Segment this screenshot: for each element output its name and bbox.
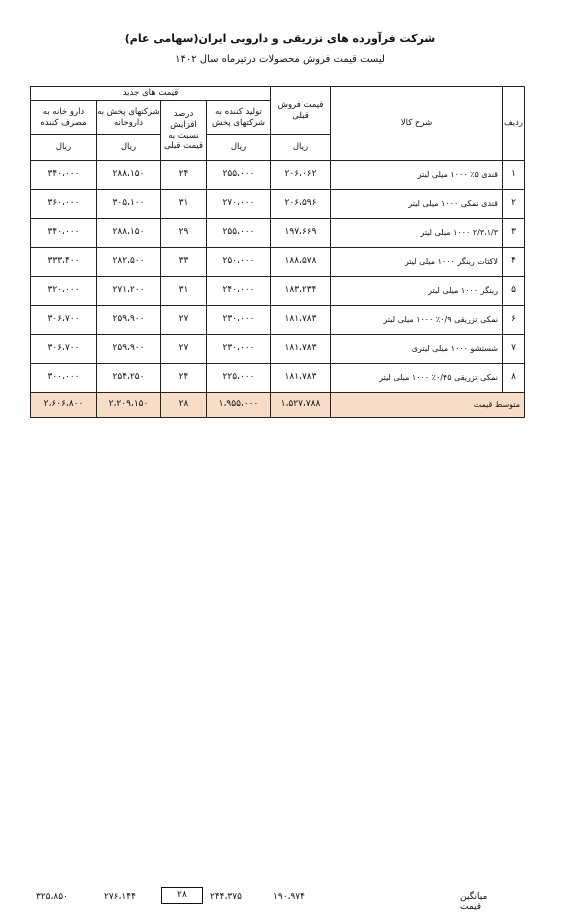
distributor-price: ۲۸۲،۵۰۰ xyxy=(97,248,161,277)
table-row xyxy=(31,190,525,219)
producer-price: ۲۵۵،۰۰۰ xyxy=(207,219,271,248)
table-row xyxy=(31,219,525,248)
percent-increase: ۲۴ xyxy=(161,161,207,190)
prev-price: ۱۹۷،۶۶۹ xyxy=(271,219,331,248)
avg-prev-price: ۱،۵۲۷،۷۸۸ xyxy=(271,393,331,418)
distributor-price: ۲۷۱،۲۰۰ xyxy=(97,277,161,306)
footer-percent-box: ۲۸ xyxy=(161,887,203,904)
prev-price: ۲۰۶،۰۶۲ xyxy=(271,161,331,190)
producer-price: ۲۲۵،۰۰۰ xyxy=(207,364,271,393)
col-header-producer: تولید کننده به شرکتهای پخش xyxy=(207,101,271,135)
row-number: ۸ xyxy=(503,364,525,393)
pharmacy-price: ۳۰۰،۰۰۰ xyxy=(31,364,97,393)
footer-producer-price: ۲۴۴،۳۷۵ xyxy=(210,892,242,902)
footer-prev-price: ۱۹۰،۹۷۴ xyxy=(273,892,305,902)
item-description: قندی نمکی ۱۰۰۰ میلی لیتر xyxy=(331,190,503,219)
pharmacy-price: ۳۴۰،۰۰۰ xyxy=(31,219,97,248)
row-number: ۷ xyxy=(503,335,525,364)
footer-label: میانگین قیمت xyxy=(460,892,488,912)
row-number: ۵ xyxy=(503,277,525,306)
unit-label: ریال xyxy=(97,135,161,161)
percent-increase: ۲۷ xyxy=(161,335,207,364)
avg-percent-increase: ۲۸ xyxy=(161,393,207,418)
header-row-1 xyxy=(31,87,525,101)
producer-price: ۲۷۰،۰۰۰ xyxy=(207,190,271,219)
percent-increase: ۲۴ xyxy=(161,364,207,393)
prev-price: ۱۸۱،۷۸۳ xyxy=(271,306,331,335)
avg-producer-price: ۱،۹۵۵،۰۰۰ xyxy=(207,393,271,418)
unit-label: ریال xyxy=(31,135,97,161)
company-title: شرکت فرآورده های تزریقی و دارویی ایران(سهامی عام) xyxy=(124,32,436,45)
item-description: لاکتات رینگر ۱۰۰۰ میلی لیتر xyxy=(331,248,503,277)
price-table xyxy=(30,86,525,418)
row-number: ۲ xyxy=(503,190,525,219)
row-number: ۶ xyxy=(503,306,525,335)
producer-price: ۲۳۰،۰۰۰ xyxy=(207,335,271,364)
table-row xyxy=(31,335,525,364)
item-description: نمکی تزریقی ۰/۴۵٪ ۱۰۰۰ میلی لیتر xyxy=(331,364,503,393)
distributor-price: ۲۵۴،۲۵۰ xyxy=(97,364,161,393)
pharmacy-price: ۳۶۰،۰۰۰ xyxy=(31,190,97,219)
percent-increase: ۲۷ xyxy=(161,306,207,335)
distributor-price: ۲۸۸،۱۵۰ xyxy=(97,161,161,190)
producer-price: ۲۳۰،۰۰۰ xyxy=(207,306,271,335)
item-description: رینگر ۱۰۰۰ میلی لیتر xyxy=(331,277,503,306)
col-header-row: ردیف xyxy=(503,87,525,161)
item-description: نمکی تزریقی ۰/۹٪ ۱۰۰۰ میلی لیتر xyxy=(331,306,503,335)
pharmacy-price: ۳۲۰،۰۰۰ xyxy=(31,277,97,306)
average-label: متوسط قیمت xyxy=(331,393,525,418)
pharmacy-price: ۳۰۶،۷۰۰ xyxy=(31,306,97,335)
percent-increase: ۳۱ xyxy=(161,277,207,306)
pharmacy-price: ۳۰۶،۷۰۰ xyxy=(31,335,97,364)
prev-price: ۱۸۸،۵۷۸ xyxy=(271,248,331,277)
producer-price: ۲۵۰،۰۰۰ xyxy=(207,248,271,277)
avg-distributor-price: ۲،۲۰۹،۱۵۰ xyxy=(97,393,161,418)
item-description: شستشو ۱۰۰۰ میلی لیتری xyxy=(331,335,503,364)
col-header-distributor: شرکتهای پخش به داروخانه xyxy=(97,101,161,135)
percent-increase: ۳۱ xyxy=(161,190,207,219)
producer-price: ۲۴۰،۰۰۰ xyxy=(207,277,271,306)
producer-price: ۲۵۵،۰۰۰ xyxy=(207,161,271,190)
col-header-prev-price: قیمت فروش قبلی xyxy=(271,87,331,135)
unit-label: ریال xyxy=(207,135,271,161)
table-row xyxy=(31,364,525,393)
item-description: قندی ۵٪ ۱۰۰۰ میلی لیتر xyxy=(331,161,503,190)
col-header-pharmacy: دارو خانه به مصرف کننده xyxy=(31,101,97,135)
footer-pharmacy-price: ۳۲۵،۸۵۰ xyxy=(36,892,68,902)
distributor-price: ۳۰۵،۱۰۰ xyxy=(97,190,161,219)
table-row xyxy=(31,277,525,306)
col-header-item: شرح کالا xyxy=(331,87,503,161)
pharmacy-price: ۳۴۰،۰۰۰ xyxy=(31,161,97,190)
table-row xyxy=(31,306,525,335)
pharmacy-price: ۳۳۳،۴۰۰ xyxy=(31,248,97,277)
average-row xyxy=(31,393,525,418)
distributor-price: ۲۵۹،۹۰۰ xyxy=(97,306,161,335)
table-row xyxy=(31,161,525,190)
prev-price: ۲۰۶،۵۹۶ xyxy=(271,190,331,219)
avg-pharmacy-price: ۲،۶۰۶،۸۰۰ xyxy=(31,393,97,418)
footer-distributor-price: ۲۷۶،۱۴۴ xyxy=(104,892,136,902)
prev-price: ۱۸۱،۷۸۳ xyxy=(271,335,331,364)
distributor-price: ۲۵۹،۹۰۰ xyxy=(97,335,161,364)
percent-increase: ۲۹ xyxy=(161,219,207,248)
unit-label: ریال xyxy=(271,135,331,161)
prev-price: ۱۸۱،۷۸۳ xyxy=(271,364,331,393)
col-header-percent: درصد افزایش نسبت به قیمت قبلی xyxy=(161,101,207,161)
distributor-price: ۲۸۸،۱۵۰ xyxy=(97,219,161,248)
row-number: ۱ xyxy=(503,161,525,190)
row-number: ۳ xyxy=(503,219,525,248)
row-number: ۴ xyxy=(503,248,525,277)
col-header-new-prices: قیمت های جدید xyxy=(31,87,271,101)
percent-increase: ۳۳ xyxy=(161,248,207,277)
price-list-subtitle: لیست قیمت فروش محصولات درتیرماه سال ۱۴۰۲ xyxy=(175,54,385,65)
prev-price: ۱۸۳،۲۳۴ xyxy=(271,277,331,306)
item-description: ۲/۳،۱/۳ ۱۰۰۰ میلی لیتر xyxy=(331,219,503,248)
table-row xyxy=(31,248,525,277)
